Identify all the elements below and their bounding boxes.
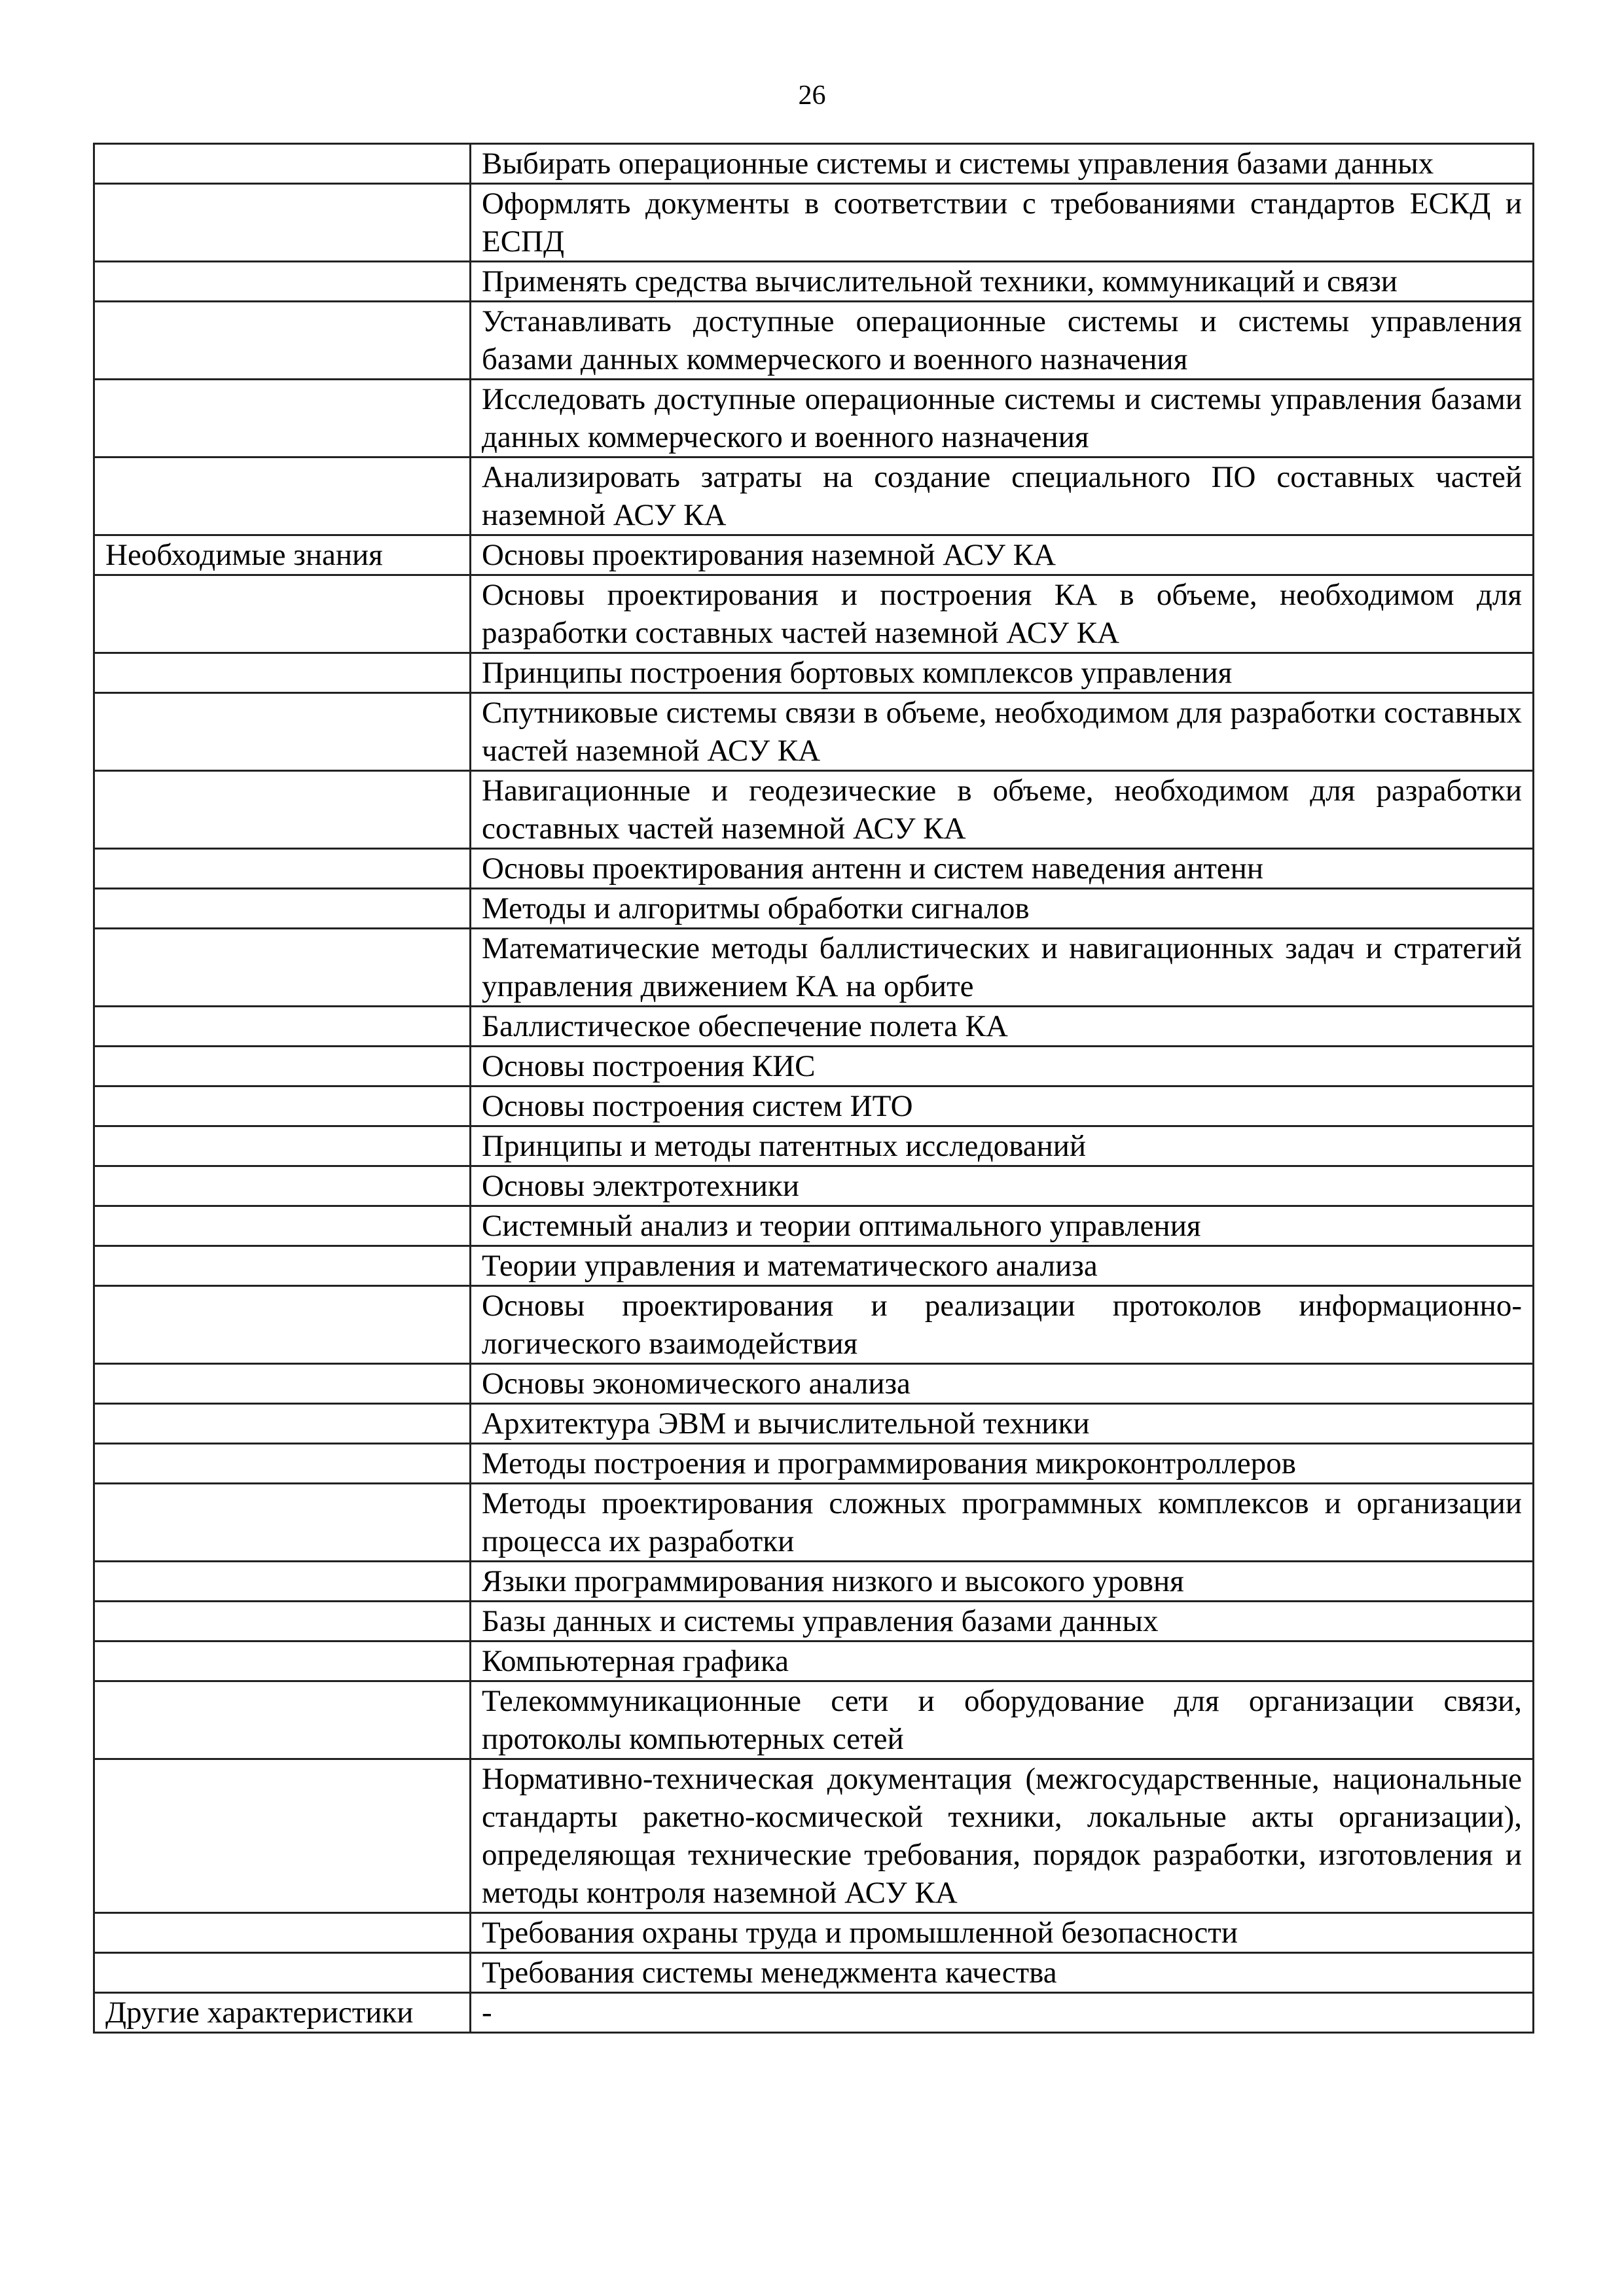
table-row [94,1993,1534,2033]
section-label-continuation [94,1364,471,1404]
requirement-item: Языки программирования низкого и высокого уровня [471,1562,1534,1602]
requirement-item: Баллистическое обеспечение полета КА [471,1007,1534,1047]
section-label-continuation [94,1681,471,1759]
section-label-continuation [94,1286,471,1364]
section-label-continuation [94,1007,471,1047]
table-row [94,1166,1534,1206]
section-label-continuation [94,457,471,535]
table-row [94,889,1534,929]
requirement-item: Оформлять документы в соответствии с требованиями стандартов ЕСКД и ЕСПД [471,184,1534,262]
section-label-continuation [94,1953,471,1993]
table-row [94,1206,1534,1246]
table-row [94,771,1534,849]
requirement-item: Принципы построения бортовых комплексов управления [471,653,1534,693]
table-row [94,457,1534,535]
section-label-continuation [94,849,471,889]
requirement-item: Основы проектирования наземной АСУ КА [471,535,1534,575]
requirement-item: Основы проектирования антенн и систем наведения антенн [471,849,1534,889]
table-row [94,1953,1534,1993]
section-label-continuation [94,1404,471,1444]
table-row [94,929,1534,1007]
section-label-continuation [94,1759,471,1913]
table-row [94,302,1534,380]
requirement-item: Требования охраны труда и промышленной безопасности [471,1913,1534,1953]
section-label-continuation [94,771,471,849]
requirement-item: Математические методы баллистических и навигационных задач и стратегий управления движением КА на орбите [471,929,1534,1007]
section-label-continuation [94,184,471,262]
table-row [94,144,1534,184]
table-row [94,1444,1534,1484]
section-label: Другие характеристики [94,1993,471,2033]
requirement-item: Применять средства вычислительной техники, коммуникаций и связи [471,262,1534,302]
requirement-item: Устанавливать доступные операционные системы и системы управления базами данных коммерческого и военного назначения [471,302,1534,380]
requirement-item: Базы данных и системы управления базами данных [471,1602,1534,1641]
requirement-item: Спутниковые системы связи в объеме, необходимом для разработки составных частей наземной АСУ КА [471,693,1534,771]
requirement-item: Навигационные и геодезические в объеме, необходимом для разработки составных частей наземной АСУ КА [471,771,1534,849]
table-row [94,1641,1534,1681]
section-label-continuation [94,1562,471,1602]
section-label-continuation [94,1484,471,1562]
table-row [94,1086,1534,1126]
requirement-item: Основы проектирования и построения КА в объеме, необходимом для разработки составных частей наземной АСУ КА [471,575,1534,653]
requirement-item: Методы и алгоритмы обработки сигналов [471,889,1534,929]
table-row [94,1759,1534,1913]
section-label [94,144,471,184]
requirement-item: Компьютерная графика [471,1641,1534,1681]
section-label-continuation [94,929,471,1007]
page-number: 26 [798,81,826,111]
section-label-continuation [94,1444,471,1484]
table-row [94,262,1534,302]
table-row [94,1602,1534,1641]
table-row [94,1246,1534,1286]
requirement-item: Нормативно-техническая документация (межгосударственные, национальные стандарты ракетно-космической техники, локальные акты организации), определяющая технические требования, порядок разработки, изготовления и методы контроля наземной АСУ КА [471,1759,1534,1913]
section-label-continuation [94,1641,471,1681]
section-label-continuation [94,302,471,380]
section-label-continuation [94,1047,471,1086]
table-row [94,849,1534,889]
section-label-continuation [94,1602,471,1641]
table-row [94,184,1534,262]
table-row [94,1007,1534,1047]
section-label-continuation [94,653,471,693]
table-row [94,1484,1534,1562]
requirement-item: Методы построения и программирования микроконтроллеров [471,1444,1534,1484]
table-row [94,1404,1534,1444]
section-label-continuation [94,1206,471,1246]
requirement-item: Основы электротехники [471,1166,1534,1206]
requirement-item: Основы построения КИС [471,1047,1534,1086]
section-label-continuation [94,575,471,653]
requirement-item: Основы экономического анализа [471,1364,1534,1404]
requirement-item: Анализировать затраты на создание специального ПО составных частей наземной АСУ КА [471,457,1534,535]
section-label-continuation [94,1086,471,1126]
table-row [94,535,1534,575]
section-label-continuation [94,1246,471,1286]
section-label: Необходимые знания [94,535,471,575]
table-body [94,144,1534,2033]
requirement-item: Основы построения систем ИТО [471,1086,1534,1126]
requirement-item: Телекоммуникационные сети и оборудование для организации связи, протоколы компьютерных сетей [471,1681,1534,1759]
table-row [94,653,1534,693]
section-label-continuation [94,1913,471,1953]
table-row [94,380,1534,457]
requirement-item: Системный анализ и теории оптимального управления [471,1206,1534,1246]
table-row [94,693,1534,771]
requirement-item: Архитектура ЭВМ и вычислительной техники [471,1404,1534,1444]
requirement-item: Теории управления и математического анализа [471,1246,1534,1286]
table-row [94,1913,1534,1953]
characteristics-table [93,143,1534,2034]
section-label-continuation [94,1166,471,1206]
table-row [94,1047,1534,1086]
section-label-continuation [94,380,471,457]
requirement-item: Основы проектирования и реализации протоколов информационно-логического взаимодействия [471,1286,1534,1364]
table-row [94,1681,1534,1759]
table-row [94,1126,1534,1166]
requirement-item: - [471,1993,1534,2033]
section-label-continuation [94,1126,471,1166]
requirement-item: Принципы и методы патентных исследований [471,1126,1534,1166]
requirement-item: Исследовать доступные операционные системы и системы управления базами данных коммерческого и военного назначения [471,380,1534,457]
table-row [94,1562,1534,1602]
table-row [94,1286,1534,1364]
requirement-item: Методы проектирования сложных программных комплексов и организации процесса их разработки [471,1484,1534,1562]
table-row [94,575,1534,653]
table-row [94,1364,1534,1404]
requirement-item: Выбирать операционные системы и системы управления базами данных [471,144,1534,184]
section-label-continuation [94,889,471,929]
requirement-item: Требования системы менеджмента качества [471,1953,1534,1993]
section-label-continuation [94,693,471,771]
section-label-continuation [94,262,471,302]
